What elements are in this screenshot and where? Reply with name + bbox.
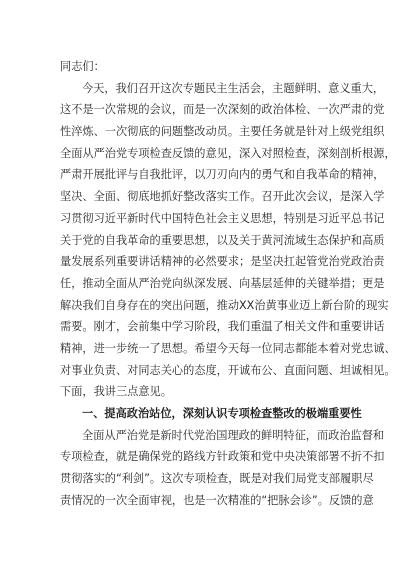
line-text: 全面从严治党是新时代党治国理政的鲜明特征，而政治监督和 xyxy=(82,428,385,442)
text-line: 严肃开展批评与自我批评，以刀刃向内的勇气和自我革命的精神， xyxy=(60,168,385,182)
text-line: 性淬炼、一次彻底的问题整改动员。主要任务就是针对上级党组织 xyxy=(60,125,385,139)
text-line: 责情况的一次全面审视，也是一次精准的“把脉会诊”。反馈的意 xyxy=(60,493,374,507)
text-line xyxy=(60,425,385,447)
text-line: 下面，我讲三点意见。 xyxy=(60,385,172,399)
line-text: 今天，我们召开这次专题民主生活会，主题鲜明、意义重大， xyxy=(82,81,385,95)
greeting-line: 同志们： xyxy=(60,60,105,73)
text-line: 量发展系列重要讲话精神的必然要求；是坚决扛起管党治党政治责 xyxy=(60,255,385,269)
text-line: 坚决、全面、彻底地抓好整改落实工作。召开此次会议，是深入学 xyxy=(60,190,385,204)
paragraph-lines xyxy=(60,78,396,512)
text-line: 全面从严治党专项检查反馈的意见，深入对照检查，深刻剖析根源， xyxy=(60,146,396,160)
text-line: 解决我们自身存在的突出问题，推动XX治黄事业迈上新台阶的现实 xyxy=(60,298,389,312)
document-body xyxy=(60,56,396,511)
text-line: 关于党的自我革命的重要思想，以及关于黄河流域生态保护和高质 xyxy=(60,233,385,247)
text-line: 需要。刚才，会前集中学习阶段，我们重温了相关文件和重要讲话 xyxy=(60,320,385,334)
text-line: 对事业负责、对同志关心的态度，开诚布公、直面问题、坦诚相见。 xyxy=(60,363,396,377)
text-line: 专项检查，就是确保党的路线方针政策和党中央决策部署不折不扣 xyxy=(60,450,385,464)
text-line: 这不是一次常规的会议，而是一次深刻的政治体检、一次严肃的党 xyxy=(60,103,385,117)
text-line: 任，推动全面从严治党向纵深发展、向基层延伸的关键举措；更是 xyxy=(60,276,385,290)
text-line: 习贯彻习近平新时代中国特色社会主义思想，特别是习近平总书记 xyxy=(60,211,385,225)
section-heading xyxy=(60,403,362,425)
line-text: 一、提高政治站位，深刻认识专项检查整改的极端重要性 xyxy=(82,407,362,420)
text-line: 精神，进一步统一了思想。希望今天每一位同志都能本着对党忠诚、 xyxy=(60,341,396,355)
text-line: 贯彻落实的“利剑”。这次专项检查，既是对我们局党支部履职尽 xyxy=(60,472,374,486)
text-line xyxy=(60,78,385,100)
